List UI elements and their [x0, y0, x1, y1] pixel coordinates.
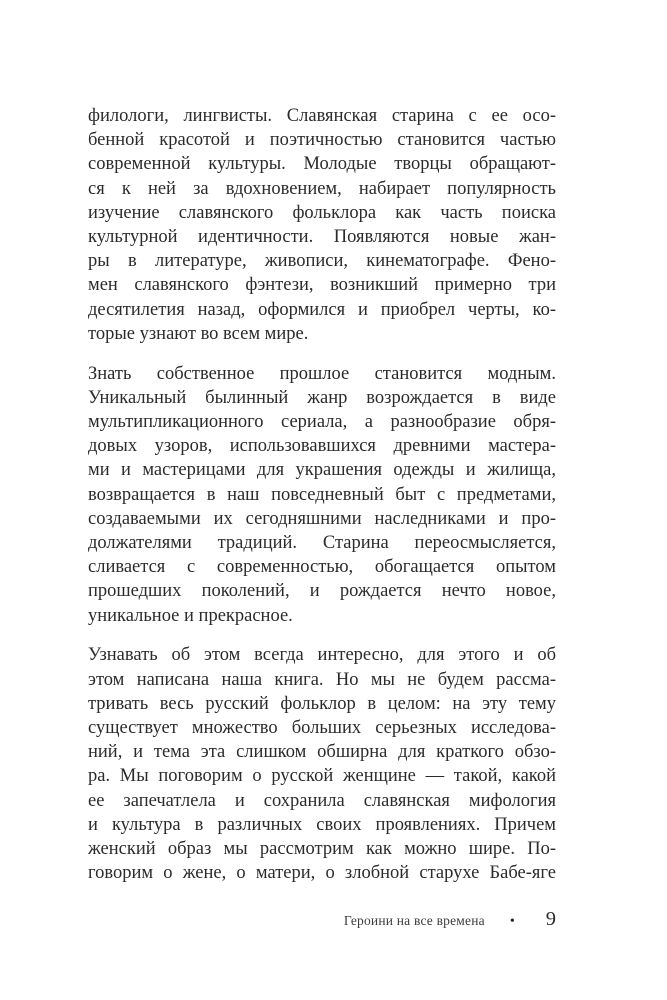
text-line: ми и мастерицами для украшения одежды и жилища,	[88, 460, 556, 481]
text-line: ра. Мы поговорим о русской женщине — такой, какой	[88, 766, 556, 787]
text-line: филологи, лингвисты. Славянская старина с ее осо-	[88, 106, 556, 126]
text-line: изучение славянского фольклора как часть поиска	[88, 202, 556, 223]
text-line: этом написана наша книга. Но мы не будем рассма-	[88, 669, 556, 690]
text-line: сливается с современностью, обогащается опытом	[88, 557, 556, 578]
text-line: торые узнают во всем мире.	[88, 323, 309, 344]
text-line: возвращается в наш повседневный быт с предметами,	[88, 484, 556, 505]
text-line: создаваемыми их сегодняшними наследниками и про-	[88, 508, 556, 529]
text-line: бенной красотой и поэтичностью становится частью	[88, 130, 556, 151]
text-line: ся к ней за вдохновением, набирает популярность	[88, 178, 556, 199]
text-line: женский образ мы рассмотрим как можно шире. По-	[88, 839, 556, 860]
text-line: ее запечатлела и сохранила славянская мифология	[88, 790, 556, 811]
text-line: и культура в различных своих проявлениях. Причем	[88, 814, 556, 835]
paragraph	[88, 362, 556, 628]
text-line: довых узоров, использовавшихся древними мастера-	[88, 436, 556, 457]
paragraph	[88, 643, 556, 885]
paragraph	[88, 104, 556, 346]
footer-bullet-icon: •	[509, 914, 515, 929]
text-line: говорим о жене, о матери, о злобной старухе Бабе-яге	[88, 863, 556, 884]
page-footer	[88, 908, 556, 931]
text-line: ний, и тема эта слишком обширна для краткого обзо-	[88, 742, 556, 763]
text-line: уникальное и прекрасное.	[88, 605, 293, 626]
text-line: Знать собственное прошлое становится модным.	[88, 363, 556, 384]
text-line: должателями традиций. Старина переосмысляется,	[88, 533, 556, 554]
body-text	[88, 104, 556, 885]
running-title: Героини на все времена	[343, 913, 485, 928]
text-line: ры в литературе, живописи, кинематографе. Фено-	[88, 251, 556, 272]
text-line: тривать весь русский фольклор в целом: на эту тему	[88, 693, 556, 714]
text-line: мультипликационного сериала, а разнообразие обря-	[88, 412, 556, 433]
text-line: Уникальный былинный жанр возрождается в виде	[88, 387, 556, 408]
text-line: Узнавать об этом всегда интересно, для этого и об	[88, 645, 556, 666]
text-line: десятилетия назад, оформился и приобрел черты, ко-	[88, 299, 556, 320]
page-number: 9	[545, 908, 556, 930]
text-line: существует множество больших серьезных исследова-	[88, 718, 556, 739]
text-line: прошедших поколений, и рождается нечто новое,	[88, 581, 556, 602]
text-line: современной культуры. Молодые творцы обращают-	[88, 154, 556, 175]
text-line: культурной идентичности. Появляются новые жан-	[88, 227, 556, 248]
text-line: мен славянского фэнтези, возникший примерно три	[88, 275, 556, 296]
